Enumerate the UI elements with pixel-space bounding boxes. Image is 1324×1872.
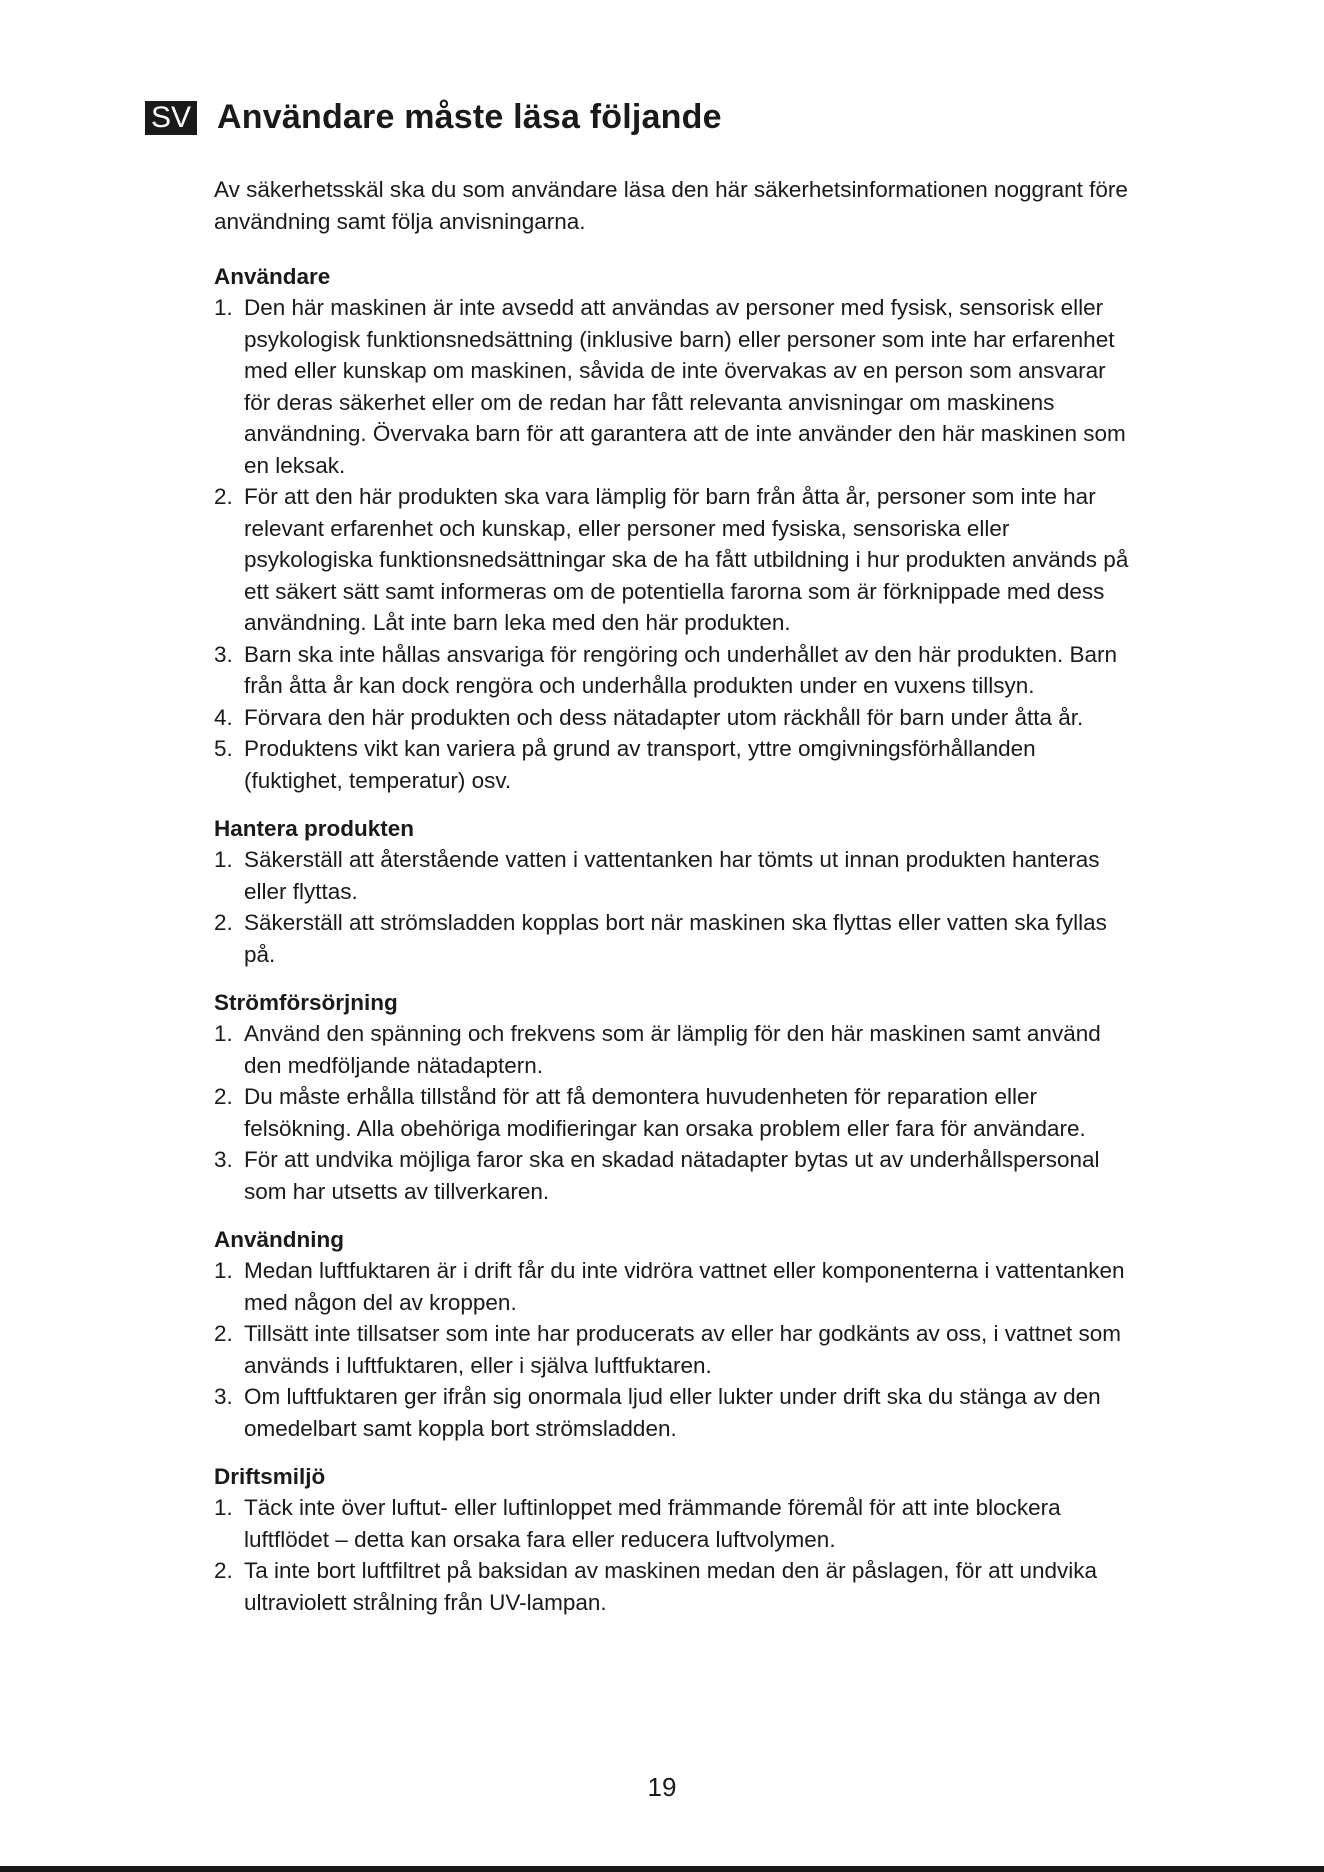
page-number: 19 — [647, 1772, 677, 1802]
safety-list — [214, 1492, 1134, 1618]
item-text: Du måste erhålla tillstånd för att få demontera huvudenheten för reparation eller felsökning. Alla obehöriga modifieringar kan orsaka problem eller fara för användare. — [244, 1084, 1086, 1141]
item-text: För att den här produkten ska vara lämplig för barn från åtta år, personer som inte har relevant erfarenhet och kunskap, eller personer med fysiska, sensoriska eller psykologiska funktionsnedsättningar ska de ha fått utbildning i hur produkten används på ett säkert sätt samt informeras om de potentiella farorna som är förknippade med dess användning. Låt inte barn leka med den här produkten. — [244, 484, 1129, 635]
section-title: Strömförsörjning — [214, 990, 398, 1015]
item-text: Produktens vikt kan variera på grund av transport, yttre omgivningsförhållanden (fuktighet, temperatur) osv. — [244, 736, 1036, 793]
list-item — [214, 1555, 1134, 1618]
page-content — [214, 174, 1134, 1636]
item-text: Täck inte över luftut- eller luftinloppet med främmande föremål för att inte blockera luftflödet – detta kan orsaka fara eller reducera luftvolymen. — [244, 1495, 1061, 1552]
item-number: 3. — [214, 641, 233, 667]
page-header — [145, 98, 722, 137]
item-text: Den här maskinen är inte avsedd att användas av personer med fysisk, sensorisk eller psykologisk funktionsnedsättning (inklusive barn) eller personer som inte har erfarenhet med eller kunskap om maskinen, såvida de inte övervakas av en person som ansvarar för deras säkerhet eller om de redan har fått relevanta anvisningar om maskinens användning. Övervaka barn för att garantera att de inte använder den här maskinen som en leksak. — [244, 295, 1126, 478]
list-item — [214, 1318, 1134, 1381]
item-number: 2. — [214, 1321, 233, 1346]
safety-list — [214, 844, 1134, 970]
item-number: 1. — [214, 295, 233, 320]
item-number: 1. — [214, 847, 233, 872]
list-item — [214, 1018, 1134, 1081]
list-item — [214, 702, 1134, 734]
intro-paragraph: Av säkerhetsskäl ska du som användare läsa den här säkerhetsinformationen noggrant före användning samt följa anvisningarna. — [214, 177, 1128, 234]
item-text: För att undvika möjliga faror ska en skadad nätadapter bytas ut av underhållspersonal som har utsetts av tillverkaren. — [244, 1147, 1100, 1204]
list-item — [214, 907, 1134, 970]
list-item — [214, 1492, 1134, 1555]
list-item — [214, 639, 1134, 702]
page-title: Användare måste läsa följande — [217, 98, 722, 136]
section-hantera-produkten — [214, 814, 1134, 970]
item-text: Om luftfuktaren ger ifrån sig onormala ljud eller lukter under drift ska du stänga av den omedelbart samt koppla bort strömsladden. — [244, 1384, 1101, 1441]
item-number: 1. — [214, 1258, 233, 1283]
item-number: 5. — [214, 736, 233, 761]
item-text: Säkerställ att återstående vatten i vattentanken har tömts ut innan produkten hanteras eller flyttas. — [244, 847, 1100, 904]
item-text: Använd den spänning och frekvens som är lämplig för den här maskinen samt använd den medföljande nätadaptern. — [244, 1021, 1101, 1078]
safety-list — [214, 1018, 1134, 1207]
section-anvandare — [214, 262, 1134, 796]
item-number: 1. — [214, 1495, 233, 1520]
item-text: Säkerställ att strömsladden kopplas bort när maskinen ska flyttas eller vatten ska fyllas på. — [244, 910, 1107, 967]
list-item — [214, 481, 1134, 639]
section-title: Användning — [214, 1227, 344, 1252]
item-number: 2. — [214, 484, 233, 509]
list-item — [214, 733, 1134, 796]
list-item — [214, 1081, 1134, 1144]
section-driftsmiljo — [214, 1462, 1134, 1618]
item-text: Barn ska inte hållas ansvariga för rengöring och underhållet av den här produkten. Barn från åtta år kan dock rengöra och underhålla produkten under en vuxens tillsyn. — [244, 641, 1118, 698]
language-badge: SV — [145, 101, 197, 135]
item-number: 3. — [214, 1147, 233, 1172]
list-item — [214, 1144, 1134, 1207]
item-number: 2. — [214, 1558, 233, 1583]
list-item — [214, 1255, 1134, 1318]
list-item — [214, 1381, 1134, 1444]
list-item — [214, 292, 1134, 481]
list-item — [214, 844, 1134, 907]
item-number: 1. — [214, 1021, 233, 1046]
item-text: Förvara den här produkten och dess nätadapter utom räckhåll för barn under åtta år. — [244, 704, 1084, 730]
item-text: Tillsätt inte tillsatser som inte har producerats av eller har godkänts av oss, i vattnet som används i luftfuktaren, eller i själva luftfuktaren. — [244, 1321, 1122, 1378]
item-text: Medan luftfuktaren är i drift får du inte vidröra vattnet eller komponenterna i vattentanken med någon del av kroppen. — [244, 1258, 1125, 1315]
section-title: Driftsmiljö — [214, 1464, 326, 1489]
item-number: 2. — [214, 1084, 233, 1109]
section-title: Användare — [214, 264, 331, 289]
section-anvandning — [214, 1225, 1134, 1444]
bottom-rule — [0, 1866, 1324, 1872]
safety-list — [214, 292, 1134, 796]
item-number: 4. — [214, 704, 233, 730]
item-number: 2. — [214, 910, 233, 935]
section-stromforsorjning — [214, 988, 1134, 1207]
item-number: 3. — [214, 1384, 233, 1409]
safety-list — [214, 1255, 1134, 1444]
section-title: Hantera produkten — [214, 816, 415, 841]
item-text: Ta inte bort luftfiltret på baksidan av maskinen medan den är påslagen, för att undvika ultraviolett strålning från UV-lampan. — [244, 1558, 1098, 1615]
